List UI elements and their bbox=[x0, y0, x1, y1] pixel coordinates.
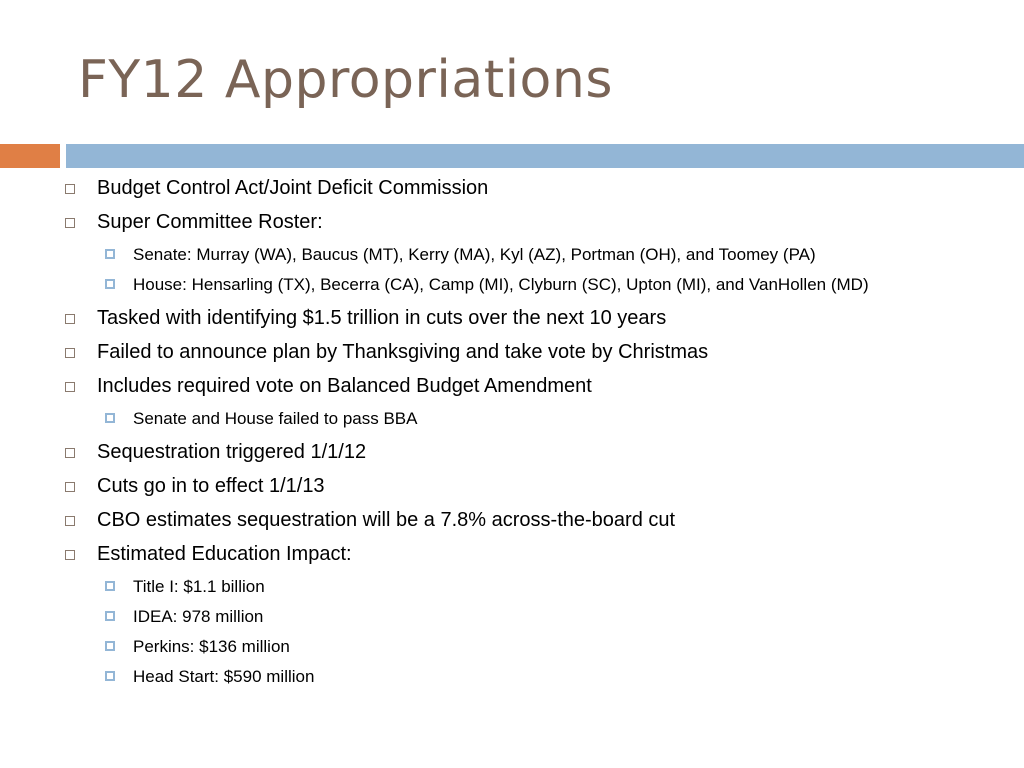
slide-title: FY12 Appropriations bbox=[78, 50, 613, 110]
bullet-cbo-estimate: CBO estimates sequestration will be a 7.8% across-the-board cut bbox=[97, 507, 977, 533]
sub-bullet-bba-failed: Senate and House failed to pass BBA bbox=[133, 408, 963, 429]
sub-bullet-perkins: Perkins: $136 million bbox=[133, 636, 963, 657]
bullet-list bbox=[0, 173, 1024, 687]
sub-bullet-head-start: Head Start: $590 million bbox=[133, 666, 963, 687]
sub-bullet-title-i: Title I: $1.1 billion bbox=[133, 576, 963, 597]
bullet-tasked: Tasked with identifying $1.5 trillion in cuts over the next 10 years bbox=[97, 305, 977, 331]
sub-bullet-house-roster: House: Hensarling (TX), Becerra (CA), Camp (MI), Clyburn (SC), Upton (MI), and VanHollen (MD) bbox=[133, 274, 963, 295]
sub-bullet-idea: IDEA: 978 million bbox=[133, 606, 963, 627]
sub-bullet-senate-roster: Senate: Murray (WA), Baucus (MT), Kerry (MA), Kyl (AZ), Portman (OH), and Toomey (PA) bbox=[133, 244, 963, 265]
bullet-education-impact: Estimated Education Impact: bbox=[97, 541, 977, 567]
bullet-super-committee: Super Committee Roster: bbox=[97, 209, 977, 235]
bullet-bba-vote: Includes required vote on Balanced Budget Amendment bbox=[97, 373, 977, 399]
bullet-sequestration-triggered: Sequestration triggered 1/1/12 bbox=[97, 439, 977, 465]
header-bar bbox=[66, 144, 1024, 168]
bullet-cuts-effect: Cuts go in to effect 1/1/13 bbox=[97, 473, 977, 499]
bullet-budget-control-act: Budget Control Act/Joint Deficit Commission bbox=[97, 175, 977, 201]
accent-bar bbox=[0, 144, 60, 168]
bullet-failed-plan: Failed to announce plan by Thanksgiving and take vote by Christmas bbox=[97, 339, 977, 365]
